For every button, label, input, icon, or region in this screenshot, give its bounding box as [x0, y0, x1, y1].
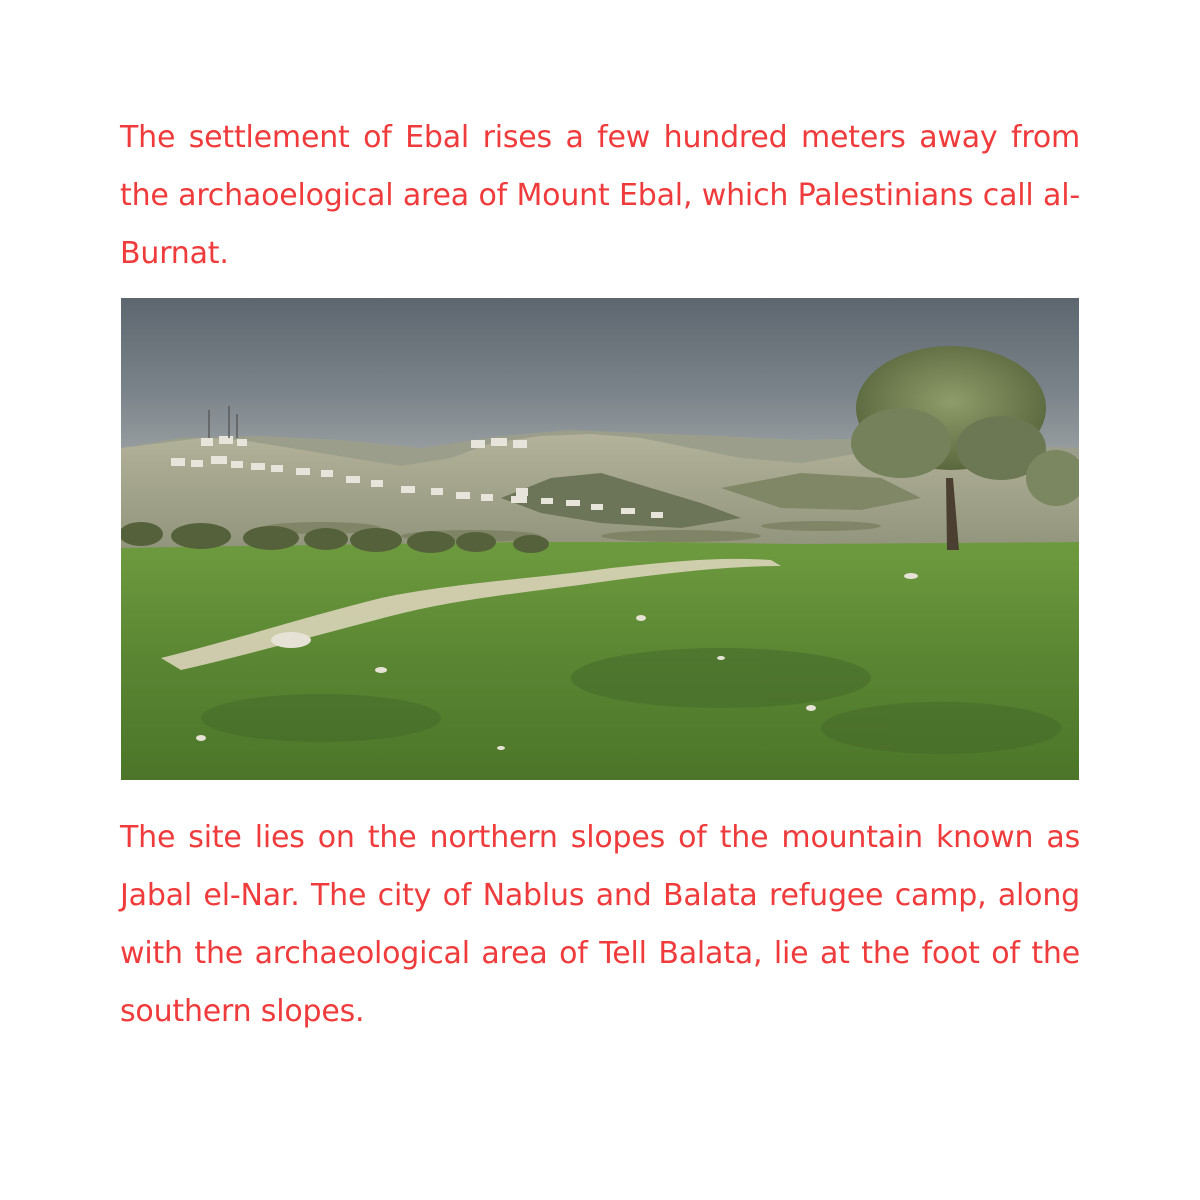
landscape-photo [121, 298, 1079, 780]
site-description-paragraph: The site lies on the northern slopes of the mountain known as Jabal el-Nar. The city of Nablus and Balata refugee camp, along with the archaeological area of Tell Balata, lie at the foot of the southern slopes. [120, 820, 1080, 1029]
intro-paragraph: The settlement of Ebal rises a few hundred meters away from the archaoelogical area of Mount Ebal, which Palestinians call al-Burnat. [120, 120, 1080, 271]
